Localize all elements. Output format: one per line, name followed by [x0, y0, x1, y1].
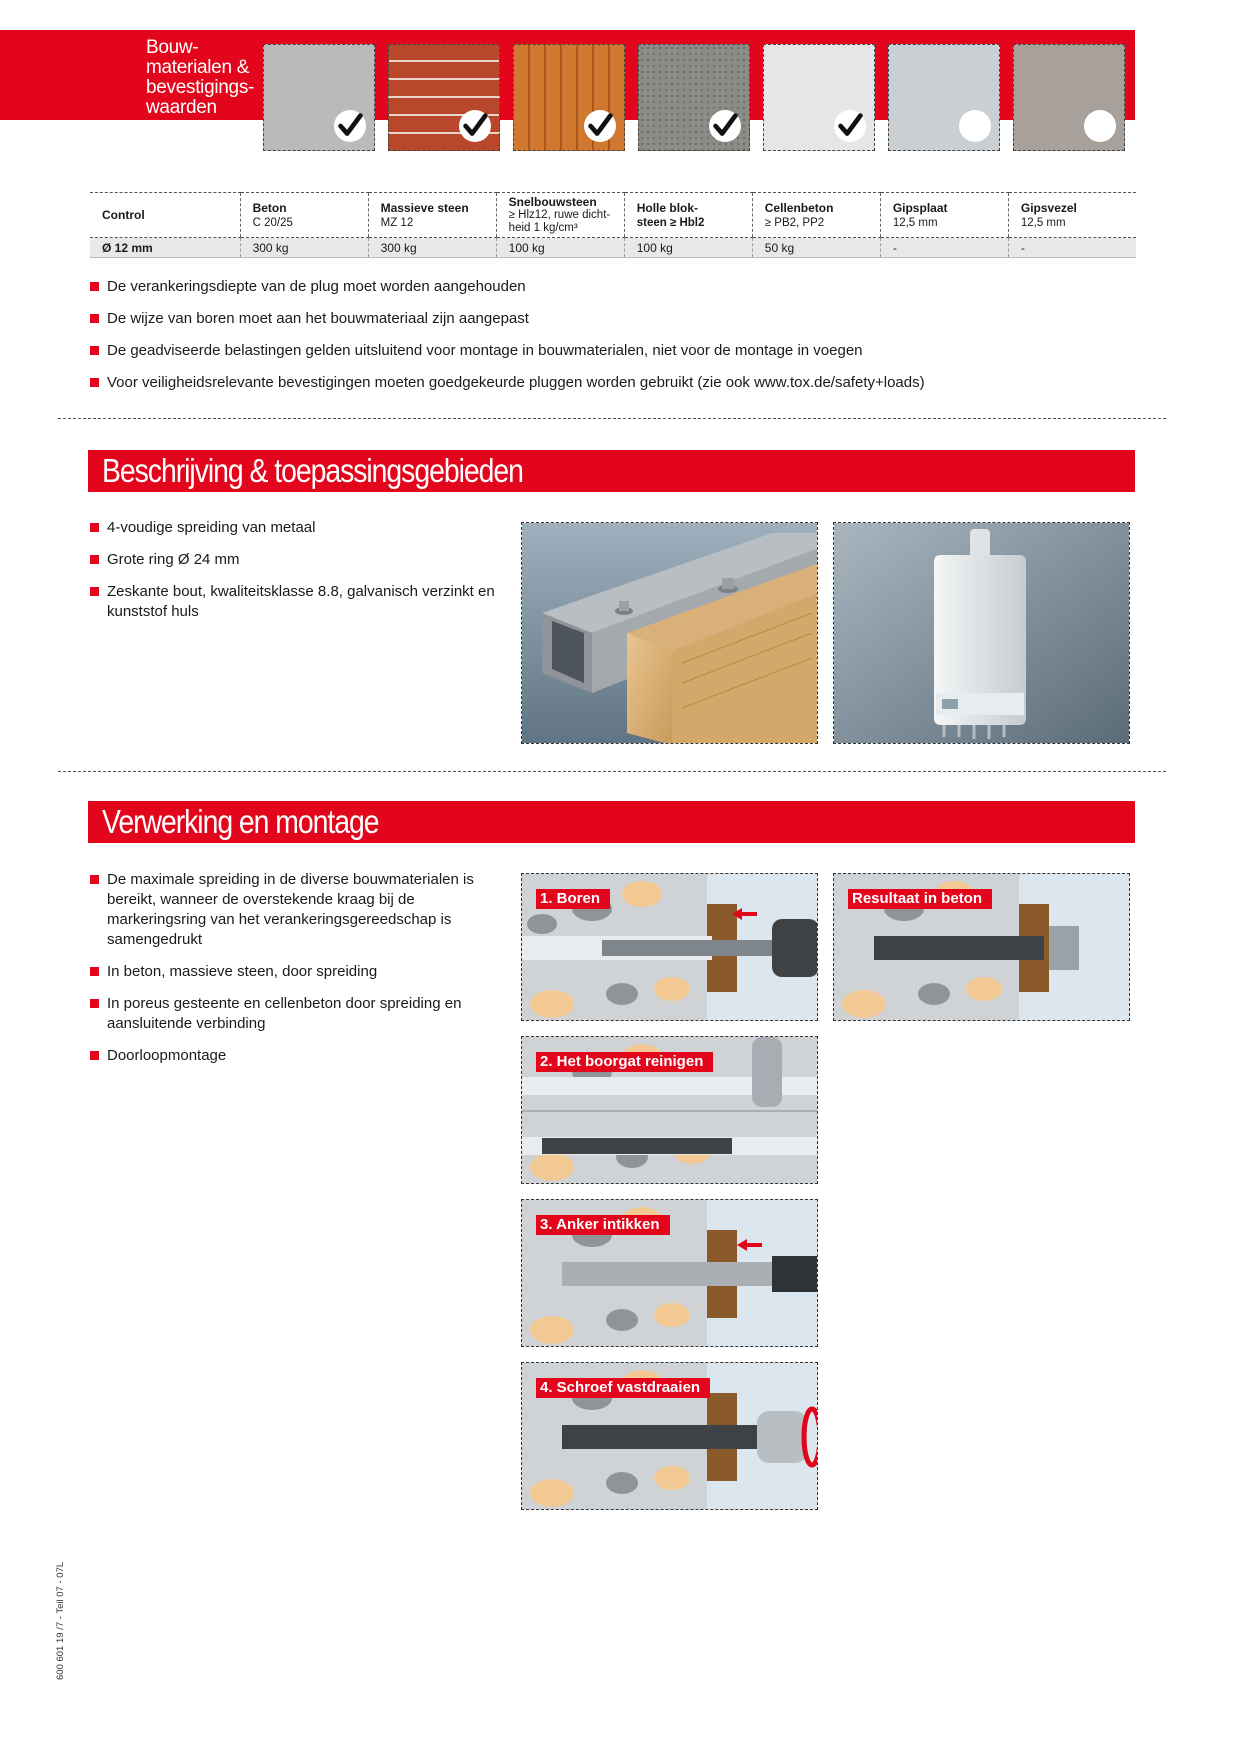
list-item: De geadviseerde belastingen gelden uitsluitend voor montage in bouwmaterialen, niet voor de montage in voegen	[90, 341, 1140, 361]
header-title	[146, 38, 256, 118]
step-cleaning	[521, 1036, 818, 1184]
table-header-cell: Gipsplaat 12,5 mm	[880, 193, 1008, 238]
material-swatch	[388, 44, 500, 151]
table-cell: -	[880, 238, 1008, 258]
checkmark-icon	[584, 110, 616, 142]
load-table	[90, 192, 1136, 258]
step-result	[833, 873, 1130, 1021]
list-item: Doorloopmontage	[90, 1046, 490, 1066]
table-header-cell: Gipsvezel 12,5 mm	[1008, 193, 1136, 238]
checkmark-icon	[709, 110, 741, 142]
document-code: 600 601 19 /7 - Teil 07 - 07L	[55, 1561, 66, 1680]
section-heading-text: Verwerking en montage	[102, 803, 379, 840]
checkmark-icon	[334, 110, 366, 142]
table-header-cell: Massieve steen MZ 12	[368, 193, 496, 238]
beam-illustration	[522, 523, 818, 744]
list-item: 4-voudige spreiding van metaal	[90, 518, 500, 538]
table-cell: 100 kg	[624, 238, 752, 258]
table-cell: 50 kg	[752, 238, 880, 258]
list-item: In poreus gesteente en cellenbeton door spreiding en aansluitende verbinding	[90, 994, 490, 1034]
header-title-line: Bouw-	[146, 37, 199, 58]
step-inserting	[521, 1199, 818, 1347]
step-label: 3. Anker intikken	[536, 1215, 670, 1235]
description-list	[90, 518, 500, 634]
table-cell: Ø 12 mm	[90, 238, 240, 258]
empty-circle-icon	[959, 110, 991, 142]
list-item: Grote ring Ø 24 mm	[90, 550, 500, 570]
photo-beam-mounting	[521, 522, 818, 744]
notes-list	[90, 277, 1140, 405]
checkmark-icon	[834, 110, 866, 142]
header-title-line: materialen &	[146, 57, 250, 78]
list-item: De maximale spreiding in de diverse bouwmaterialen is bereikt, wanneer de overstekende kraag bij de markeringsring van het verankeringsgereedschap is samengedrukt	[90, 870, 490, 950]
header-title-line: bevestigings-	[146, 77, 255, 98]
header-title-line: waarden	[146, 97, 217, 118]
step-label: Resultaat in beton	[848, 889, 992, 909]
table-header-cell: Cellenbeton ≥ PB2, PP2	[752, 193, 880, 238]
list-item: Zeskante bout, kwaliteitsklasse 8.8, galvanisch verzinkt en kunststof huls	[90, 582, 500, 622]
section-heading-text: Beschrijving & toepassingsgebieden	[102, 452, 523, 489]
divider	[58, 418, 1166, 419]
table-cell: 300 kg	[240, 238, 368, 258]
table-cell: 300 kg	[368, 238, 496, 258]
processing-list	[90, 870, 490, 1078]
material-swatch	[638, 44, 750, 151]
section-heading-description	[88, 450, 1135, 492]
list-item: Voor veiligheidsrelevante bevestigingen moeten goedgekeurde pluggen worden gebruikt (zie ook www.tox.de/safety+loads)	[90, 373, 1140, 393]
boiler-illustration	[834, 523, 1130, 744]
step-label: 4. Schroef vastdraaien	[536, 1378, 710, 1398]
material-swatch	[1013, 44, 1125, 151]
section-heading-processing	[88, 801, 1135, 843]
material-swatch	[513, 44, 625, 151]
material-swatch	[763, 44, 875, 151]
step-tightening	[521, 1362, 818, 1510]
checkmark-icon	[459, 110, 491, 142]
photo-boiler-mounting	[833, 522, 1130, 744]
step-label: 2. Het boorgat reinigen	[536, 1052, 713, 1072]
table-header-cell: Holle blok- steen ≥ Hbl2	[624, 193, 752, 238]
step-drilling	[521, 873, 818, 1021]
list-item: De verankeringsdiepte van de plug moet worden aangehouden	[90, 277, 1140, 297]
list-item: In beton, massieve steen, door spreiding	[90, 962, 490, 982]
table-cell: 100 kg	[496, 238, 624, 258]
table-row	[90, 238, 1136, 258]
list-item: De wijze van boren moet aan het bouwmateriaal zijn aangepast	[90, 309, 1140, 329]
table-header-cell: Snelbouwsteen ≥ Hlz12, ruwe dicht-heid 1 kg/cm³	[496, 193, 624, 238]
table-cell: -	[1008, 238, 1136, 258]
material-swatch	[263, 44, 375, 151]
material-swatch	[888, 44, 1000, 151]
table-header-cell: Control	[90, 193, 240, 238]
divider	[58, 771, 1166, 772]
table-header-cell: Beton C 20/25	[240, 193, 368, 238]
empty-circle-icon	[1084, 110, 1116, 142]
table-header-row	[90, 193, 1136, 238]
step-label: 1. Boren	[536, 889, 610, 909]
